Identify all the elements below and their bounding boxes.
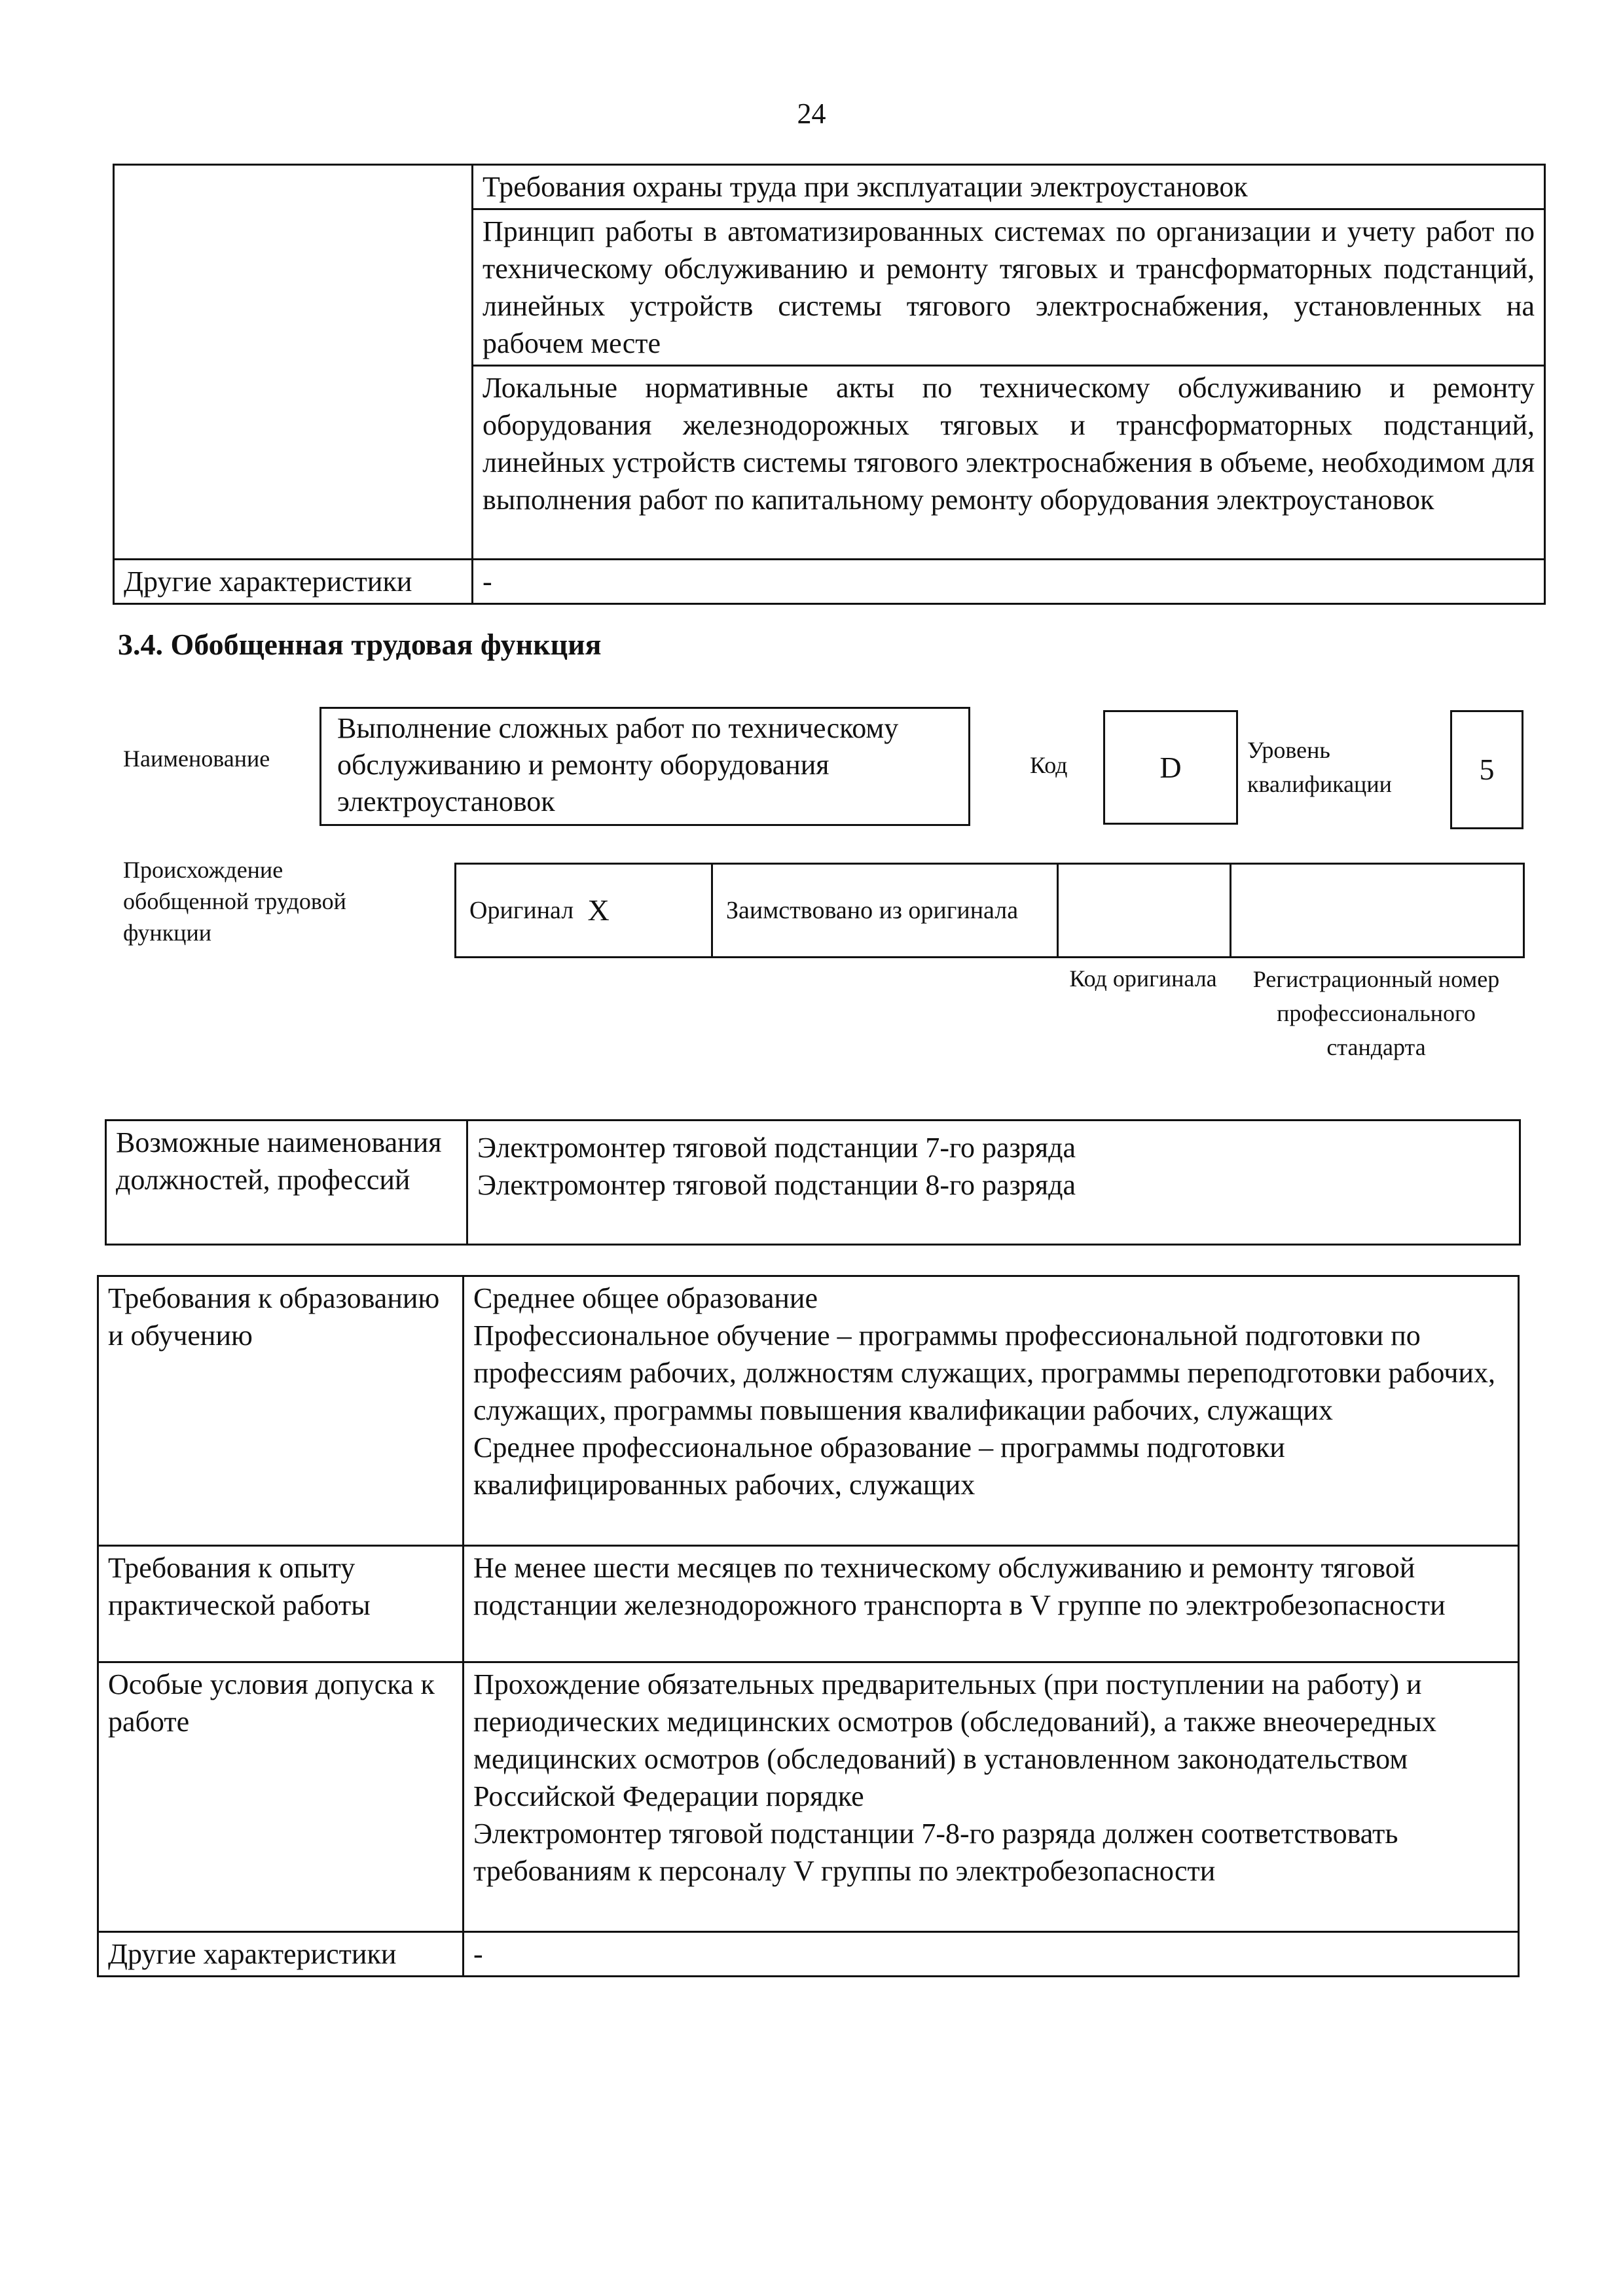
borrowed-label: Заимствовано из оригинала	[712, 864, 1058, 958]
other-characteristics-label: Другие характеристики	[114, 560, 473, 604]
table-row	[98, 1276, 1519, 1546]
knowledge-item-2: Принцип работы в автоматизированных системах по организации и учету работ по техническому обслуживанию и ремонту тяговых и трансформаторных подстанций, линейных устройств системы тягового электроснабжения, установленных на рабочем месте	[473, 209, 1545, 366]
code-value-box	[1103, 710, 1238, 825]
education-item: Среднее профессиональное образование – программы подготовки квалифицированных рабочих, служащих	[473, 1431, 1285, 1501]
level-value: 5	[1479, 753, 1495, 786]
other-characteristics-label: Другие характеристики	[98, 1932, 464, 1977]
origin-table	[454, 863, 1525, 958]
table-row	[106, 1121, 1520, 1245]
level-label: Уровень квалификации	[1247, 737, 1392, 797]
page-number: 24	[797, 98, 826, 130]
table-row	[114, 165, 1545, 209]
original-mark: X	[575, 864, 712, 958]
empty-label-cell	[114, 165, 473, 560]
function-name-value: Выполнение сложных работ по техническому обслуживанию и ремонту оборудования электроустановок	[337, 712, 899, 817]
table-row	[98, 1662, 1519, 1932]
origin-label: Происхождение обобщенной трудовой функции	[123, 857, 346, 946]
knowledge-item-3: Локальные нормативные акты по техническому обслуживанию и ремонту оборудования железнодорожных тяговых и трансформаторных подстанций, линейных устройств системы тягового электроснабжения в объеме, необходимом для выполнения работ по капитальному ремонту оборудования электроустановок	[473, 366, 1545, 560]
other-characteristics-value: -	[464, 1932, 1519, 1977]
table-row	[456, 864, 1524, 958]
experience-value: Не менее шести месяцев по техническому обслуживанию и ремонту тяговой подстанции железнодорожного транспорта в V группе по электробезопасности	[464, 1546, 1519, 1662]
position-item: Электромонтер тяговой подстанции 7-го разряда	[477, 1132, 1076, 1164]
reg-number-caption: Регистрационный номер профессионального стандарта	[1252, 966, 1500, 1060]
other-characteristics-value: -	[473, 560, 1545, 604]
knowledge-table	[113, 164, 1546, 605]
conditions-value	[464, 1662, 1519, 1932]
conditions-item: Прохождение обязательных предварительных (при поступлении на работу) и периодических медицинских осмотров (обследований), а также внеочередных медицинских осмотров (обследований) в установленном законодательством Российской Федерации порядке	[473, 1668, 1436, 1812]
level-value-box	[1450, 710, 1523, 829]
original-code-caption: Код оригинала	[1069, 965, 1217, 992]
education-item: Профессиональное обучение – программы профессиональной подготовки по профессиям рабочих, должностям служащих, программы переподготовки рабочих, служащих, программы повышения квалификации рабочих, служащих	[473, 1319, 1495, 1426]
position-item: Электромонтер тяговой подстанции 8-го разряда	[477, 1169, 1076, 1201]
positions-value	[467, 1121, 1520, 1245]
original-code-cell	[1058, 864, 1231, 958]
conditions-item: Электромонтер тяговой подстанции 7-8-го разряда должен соответствовать требованиям к персоналу V группы по электробезопасности	[473, 1818, 1398, 1887]
education-value	[464, 1276, 1519, 1546]
positions-label: Возможные наименования должностей, профессий	[106, 1121, 467, 1245]
education-item: Среднее общее образование	[473, 1282, 818, 1314]
table-row	[114, 560, 1545, 604]
function-name-box	[319, 707, 970, 826]
section-heading: 3.4. Обобщенная трудовая функция	[118, 628, 602, 661]
reg-number-cell	[1231, 864, 1524, 958]
code-label: Код	[1030, 752, 1068, 778]
positions-table	[105, 1119, 1521, 1246]
table-row	[98, 1546, 1519, 1662]
knowledge-item-1: Требования охраны труда при эксплуатации электроустановок	[473, 165, 1545, 209]
table-row	[98, 1932, 1519, 1977]
experience-label: Требования к опыту практической работы	[98, 1546, 464, 1662]
code-value: D	[1159, 751, 1182, 784]
name-label: Наименование	[123, 745, 270, 772]
requirements-table	[97, 1275, 1520, 1977]
original-label: Оригинал	[456, 864, 575, 958]
conditions-label: Особые условия допуска к работе	[98, 1662, 464, 1932]
education-label: Требования к образованию и обучению	[98, 1276, 464, 1546]
